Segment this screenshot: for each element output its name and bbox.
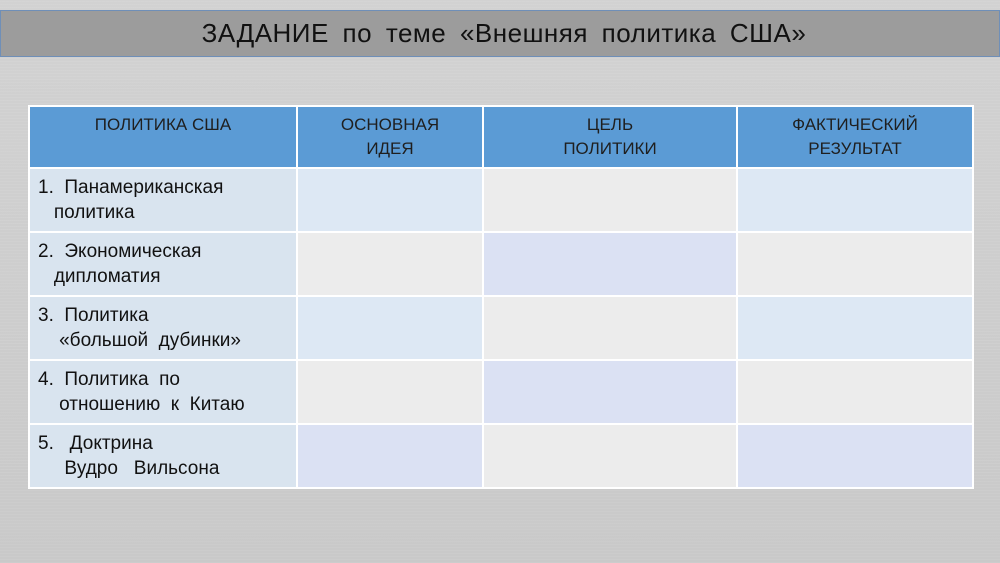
- policy-cell: 5. Доктрина Вудро Вильсона: [29, 424, 297, 488]
- header-row: [29, 106, 973, 168]
- header-result: ФАКТИЧЕСКИЙ РЕЗУЛЬТАТ: [737, 106, 973, 168]
- main-idea-cell[interactable]: [297, 168, 483, 232]
- result-cell[interactable]: [737, 232, 973, 296]
- main-idea-cell[interactable]: [297, 360, 483, 424]
- header-policy: ПОЛИТИКА США: [29, 106, 297, 168]
- policy-cell: 4. Политика по отношению к Китаю: [29, 360, 297, 424]
- result-cell[interactable]: [737, 296, 973, 360]
- main-idea-cell[interactable]: [297, 424, 483, 488]
- main-idea-cell[interactable]: [297, 296, 483, 360]
- table-row: [29, 296, 973, 360]
- goal-cell[interactable]: [483, 296, 737, 360]
- table-row: [29, 232, 973, 296]
- header-main-idea: ОСНОВНАЯ ИДЕЯ: [297, 106, 483, 168]
- policy-cell: 2. Экономическая дипломатия: [29, 232, 297, 296]
- result-cell[interactable]: [737, 424, 973, 488]
- policy-cell: 1. Панамериканская политика: [29, 168, 297, 232]
- goal-cell[interactable]: [483, 360, 737, 424]
- slide-title: ЗАДАНИЕ по теме «Внешняя политика США»: [201, 18, 807, 48]
- table-row: [29, 360, 973, 424]
- header-goal: ЦЕЛЬ ПОЛИТИКИ: [483, 106, 737, 168]
- task-table: [28, 105, 974, 489]
- result-cell[interactable]: [737, 360, 973, 424]
- goal-cell[interactable]: [483, 168, 737, 232]
- table-row: [29, 168, 973, 232]
- main-idea-cell[interactable]: [297, 232, 483, 296]
- goal-cell[interactable]: [483, 232, 737, 296]
- policy-cell: 3. Политика «большой дубинки»: [29, 296, 297, 360]
- slide-title-bar: [0, 10, 1000, 57]
- goal-cell[interactable]: [483, 424, 737, 488]
- table-row: [29, 424, 973, 488]
- result-cell[interactable]: [737, 168, 973, 232]
